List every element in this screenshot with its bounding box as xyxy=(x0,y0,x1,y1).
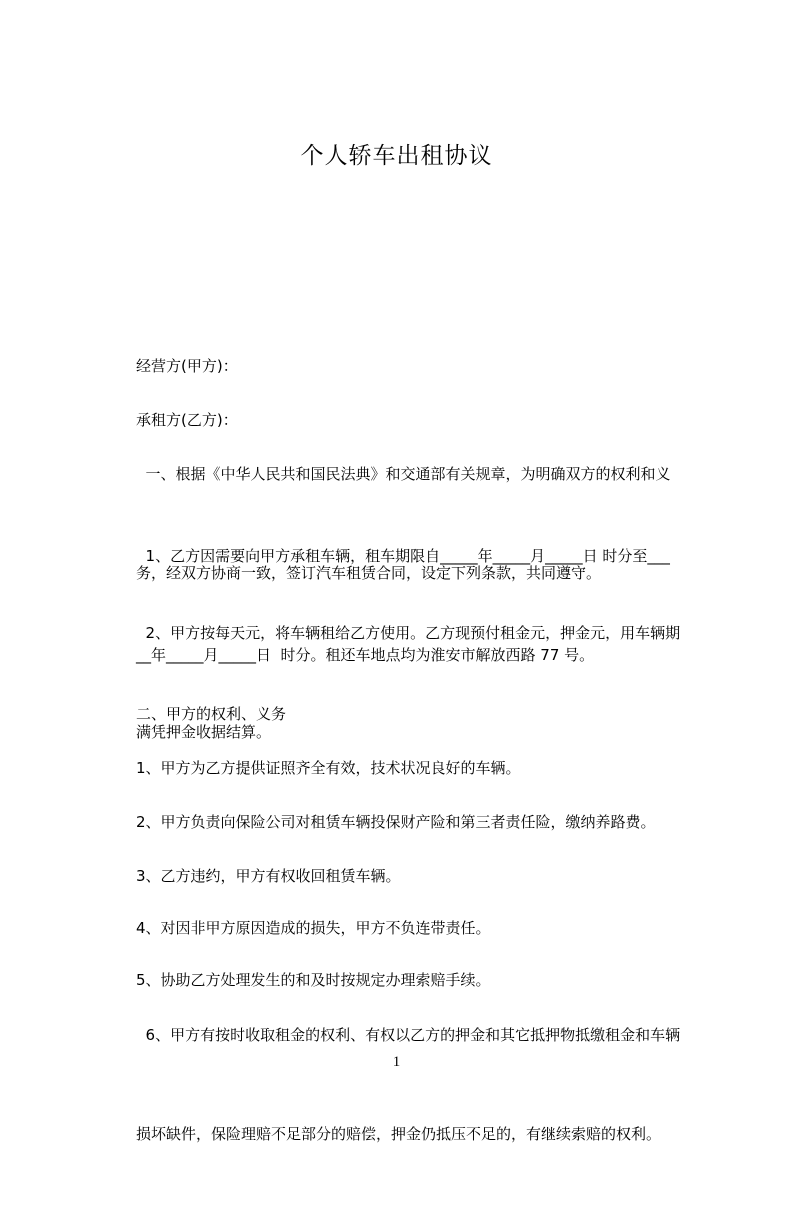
document-title: 个人轿车出租协议 xyxy=(300,143,493,169)
paragraph-line: 1、乙方因需要向甲方承租车辆，租车期限自_____年_____月_____日 时分至___ xyxy=(136,547,670,565)
paragraph-line: 3、乙方违约，甲方有权收回租赁车辆。 xyxy=(136,867,401,885)
paragraph-line: 4、对因非甲方原因造成的损失，甲方不负连带责任。 xyxy=(136,919,491,937)
paragraph-line: 2、甲方按每天元，将车辆租给乙方使用。乙方现预付租金元，押金元，用车辆期 xyxy=(136,624,681,642)
clause-2-6-paragraph xyxy=(136,953,716,1217)
paragraph-line: 承租方(乙方)： xyxy=(136,411,238,429)
paragraph-line: 一、根据《中华人民共和国民法典》和交通部有关规章，为明确双方的权利和义 xyxy=(136,465,671,483)
paragraph-line: 满凭押金收据结算。 xyxy=(136,723,272,741)
paragraph-line: 二、甲方的权利、义务 xyxy=(136,705,287,723)
paragraph-line: 损坏缺件，保险理赔不足部分的赔偿，押金仍抵压不足的，有继续索赔的权利。 xyxy=(136,1125,662,1143)
paragraph-line: 1、甲方为乙方提供证照齐全有效，技术状况良好的车辆。 xyxy=(136,759,521,777)
paragraph-line: __年_____月_____日 时分。租还车地点均为淮安市解放西路 77 号。 xyxy=(136,646,595,664)
paragraph-line: 经营方(甲方)： xyxy=(136,357,238,375)
paragraph-line: 5、协助乙方处理发生的和及时按规定办理索赔手续。 xyxy=(136,971,491,989)
paragraph-line: 务，经双方协商一致，签订汽车租赁合同，设定下列条款，共同遵守。 xyxy=(136,564,602,582)
paragraph-line: 6、甲方有按时收取租金的权利、有权以乙方的押金和其它抵押物抵缴租金和车辆 xyxy=(136,1026,681,1044)
paragraph-line: 2、甲方负责向保险公司对租赁车辆投保财产险和第三者责任险，缴纳养路费。 xyxy=(136,813,656,831)
page-number: 1 xyxy=(392,1054,401,1070)
